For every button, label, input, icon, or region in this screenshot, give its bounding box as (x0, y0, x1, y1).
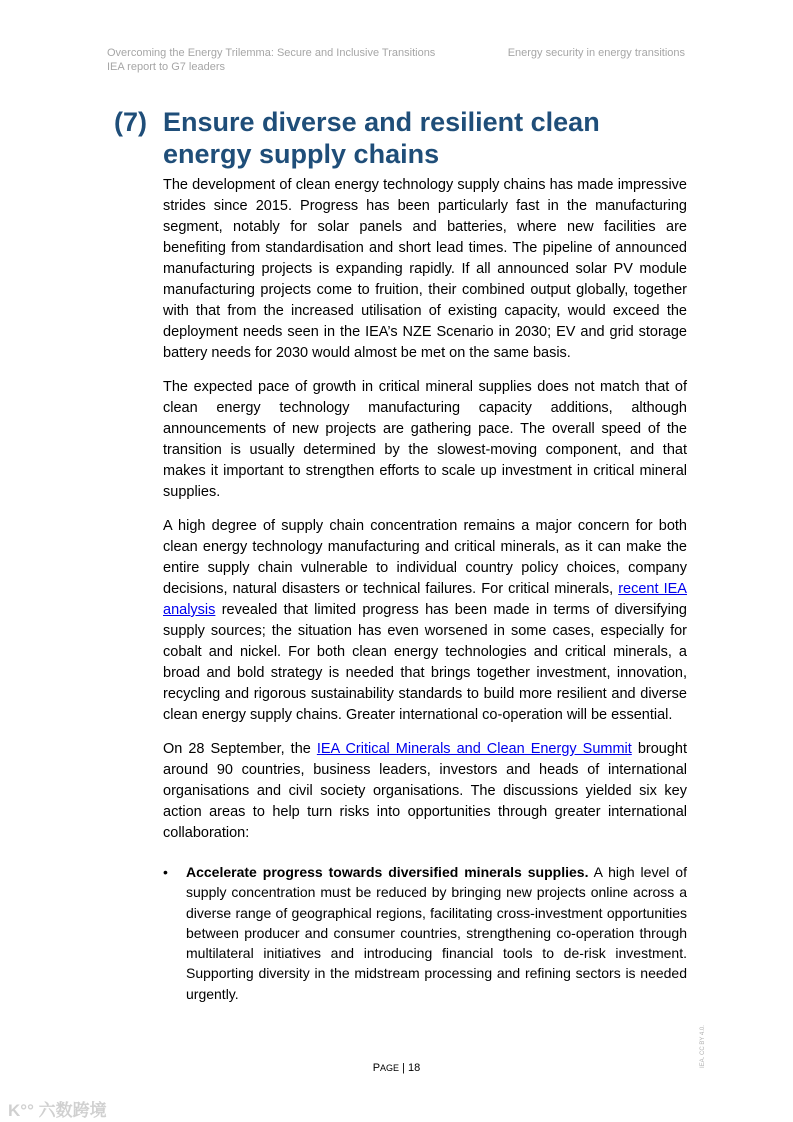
paragraph (163, 516, 687, 726)
page-number (0, 1062, 793, 1074)
summit-link[interactable]: IEA Critical Minerals and Clean Energy Summit (316, 741, 632, 757)
bullet-icon: • (163, 864, 168, 880)
paragraph (163, 739, 687, 844)
page-number-value: 18 (408, 1062, 421, 1074)
license-note: IEA. CC BY 4.0. (700, 1025, 706, 1068)
section-number: (7) (114, 107, 147, 137)
header-report-title: Overcoming the Energy Trilemma: Secure and Inclusive Transitions (107, 47, 436, 59)
list-item-heading: Accelerate progress towards diversified minerals supplies. (186, 864, 589, 880)
list-item-text: A high level of supply concentration must be reduced by bringing new projects online across a diverse range of geographical regions, facilitating cross-investment opportunities between producer and consumer countries, strengthening co-operation through multilateral initiatives and introducing financial tools to de-risk investment. Supporting diversity in the midstream processing and refining sectors is needed urgently. (186, 864, 687, 1002)
paragraph-text: On 28 September, the (163, 741, 317, 757)
page-separator: | (399, 1062, 409, 1074)
header-section-title: Energy security in energy transitions (507, 47, 685, 59)
paragraph-text: brought around 90 countries, business leaders, investors and heads of international organisations and civil society organisations. The discussions yielded six key action areas to help turn risks into opportunities through greater international collaboration: (163, 741, 687, 841)
paragraph-text: A high degree of supply chain concentration remains a major concern for both clean energy technology manufacturing and critical minerals, as it can make the entire supply chain vulnerable to individual country policy choices, company decisions, natural disasters or technical failures. For critical minerals, (163, 518, 687, 597)
section-title: Ensure diverse and resilient clean energy supply chains (163, 107, 600, 169)
page-label-initial: P (372, 1062, 381, 1074)
body-text (163, 175, 687, 1004)
paragraph: The expected pace of growth in critical mineral supplies does not match that of clean energy technology manufacturing capacity additions, although announcements of new projects are gathering pace. The overall speed of the transition is usually determined by the slowest-moving component, and that makes it important to strengthen efforts to scale up investment in critical mineral supplies. (163, 379, 687, 500)
paragraph-text: revealed that limited progress has been made in terms of diversifying supply sources; the situation has even worsened in some cases, especially for cobalt and nickel. For both clean energy technologies and critical minerals, a broad and bold strategy is needed that brings together investment, innovation, recycling and rigorous sustainability standards to build more resilient and diverse clean energy supply chains. Greater international co-operation will be essential. (163, 602, 687, 723)
paragraph: The development of clean energy technology supply chains has made impressive strides since 2015. Progress has been particularly fast in the manufacturing segment, notably for solar panels and batteries, where new facilities are benefiting from standardisation and short lead times. The pipeline of announced manufacturing projects is expanding rapidly. If all announced solar PV module manufacturing projects come to fruition, their combined output globally, together with that from the increased utilisation of existing capacity, would exceed the deployment needs seen in the IEA’s NZE Scenario in 2030; EV and grid storage battery needs for 2030 would almost be met on the same basis. (163, 177, 687, 361)
header-report-subtitle: IEA report to G7 leaders (107, 60, 226, 73)
running-header-left (107, 47, 435, 74)
action-areas-list (163, 862, 687, 1004)
list-item (163, 862, 687, 1004)
recent-iea-analysis-link[interactable]: recent IEA analysis (163, 581, 687, 618)
page-label-rest: AGE (380, 1063, 400, 1073)
watermark-logo: K°° 六数跨境 (8, 1101, 107, 1120)
